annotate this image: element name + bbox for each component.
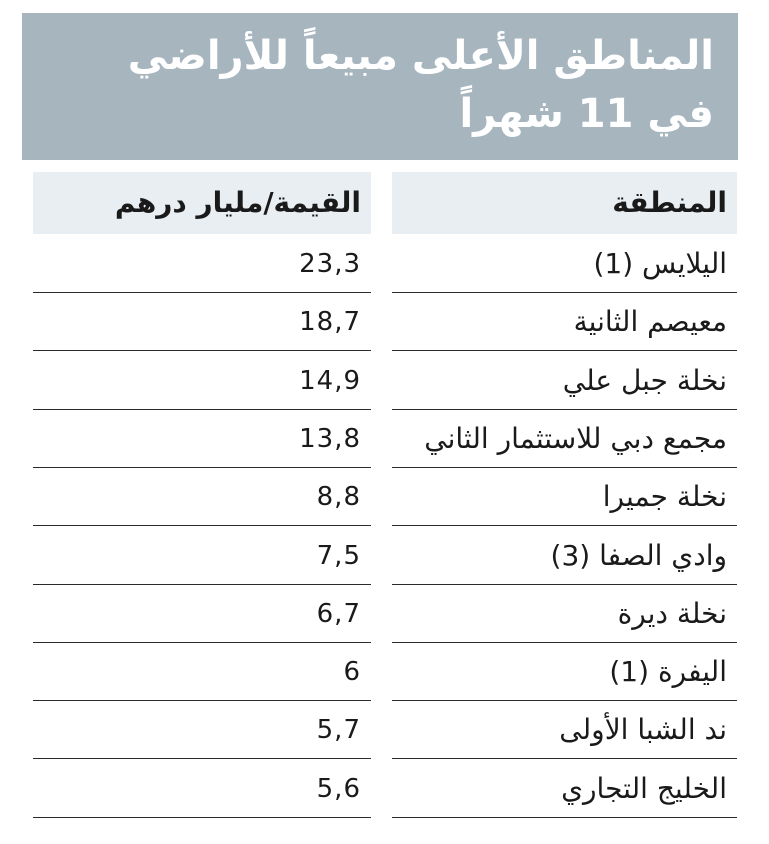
column-header-region: المنطقة bbox=[392, 172, 737, 234]
value-cell: 6 bbox=[33, 643, 371, 701]
value-cell: 5,6 bbox=[33, 760, 371, 818]
value-cell: 23,3 bbox=[33, 235, 371, 293]
region-cell: معيصم الثانية bbox=[392, 293, 737, 351]
region-cell: مجمع دبي للاستثمار الثاني bbox=[392, 410, 737, 468]
value-cell: 7,5 bbox=[33, 527, 371, 585]
region-cell: اليلايس (1) bbox=[392, 235, 737, 293]
value-cell: 8,8 bbox=[33, 468, 371, 526]
value-cell: 14,9 bbox=[33, 352, 371, 410]
region-cell: اليفرة (1) bbox=[392, 643, 737, 701]
region-cell: ند الشبا الأولى bbox=[392, 701, 737, 759]
region-cell: نخلة جبل علي bbox=[392, 352, 737, 410]
value-cell: 5,7 bbox=[33, 701, 371, 759]
region-cell: نخلة جميرا bbox=[392, 468, 737, 526]
region-cell: نخلة ديرة bbox=[392, 585, 737, 643]
value-cell: 6,7 bbox=[33, 585, 371, 643]
value-cell: 13,8 bbox=[33, 410, 371, 468]
title-line-1: المناطق الأعلى مبيعاً للأراضي bbox=[127, 33, 714, 79]
region-cell: وادي الصفا (3) bbox=[392, 527, 737, 585]
region-cell: الخليج التجاري bbox=[392, 760, 737, 818]
title-line-2: في 11 شهراً bbox=[459, 91, 714, 137]
value-cell: 18,7 bbox=[33, 293, 371, 351]
column-header-value: القيمة/مليار درهم bbox=[33, 172, 371, 234]
